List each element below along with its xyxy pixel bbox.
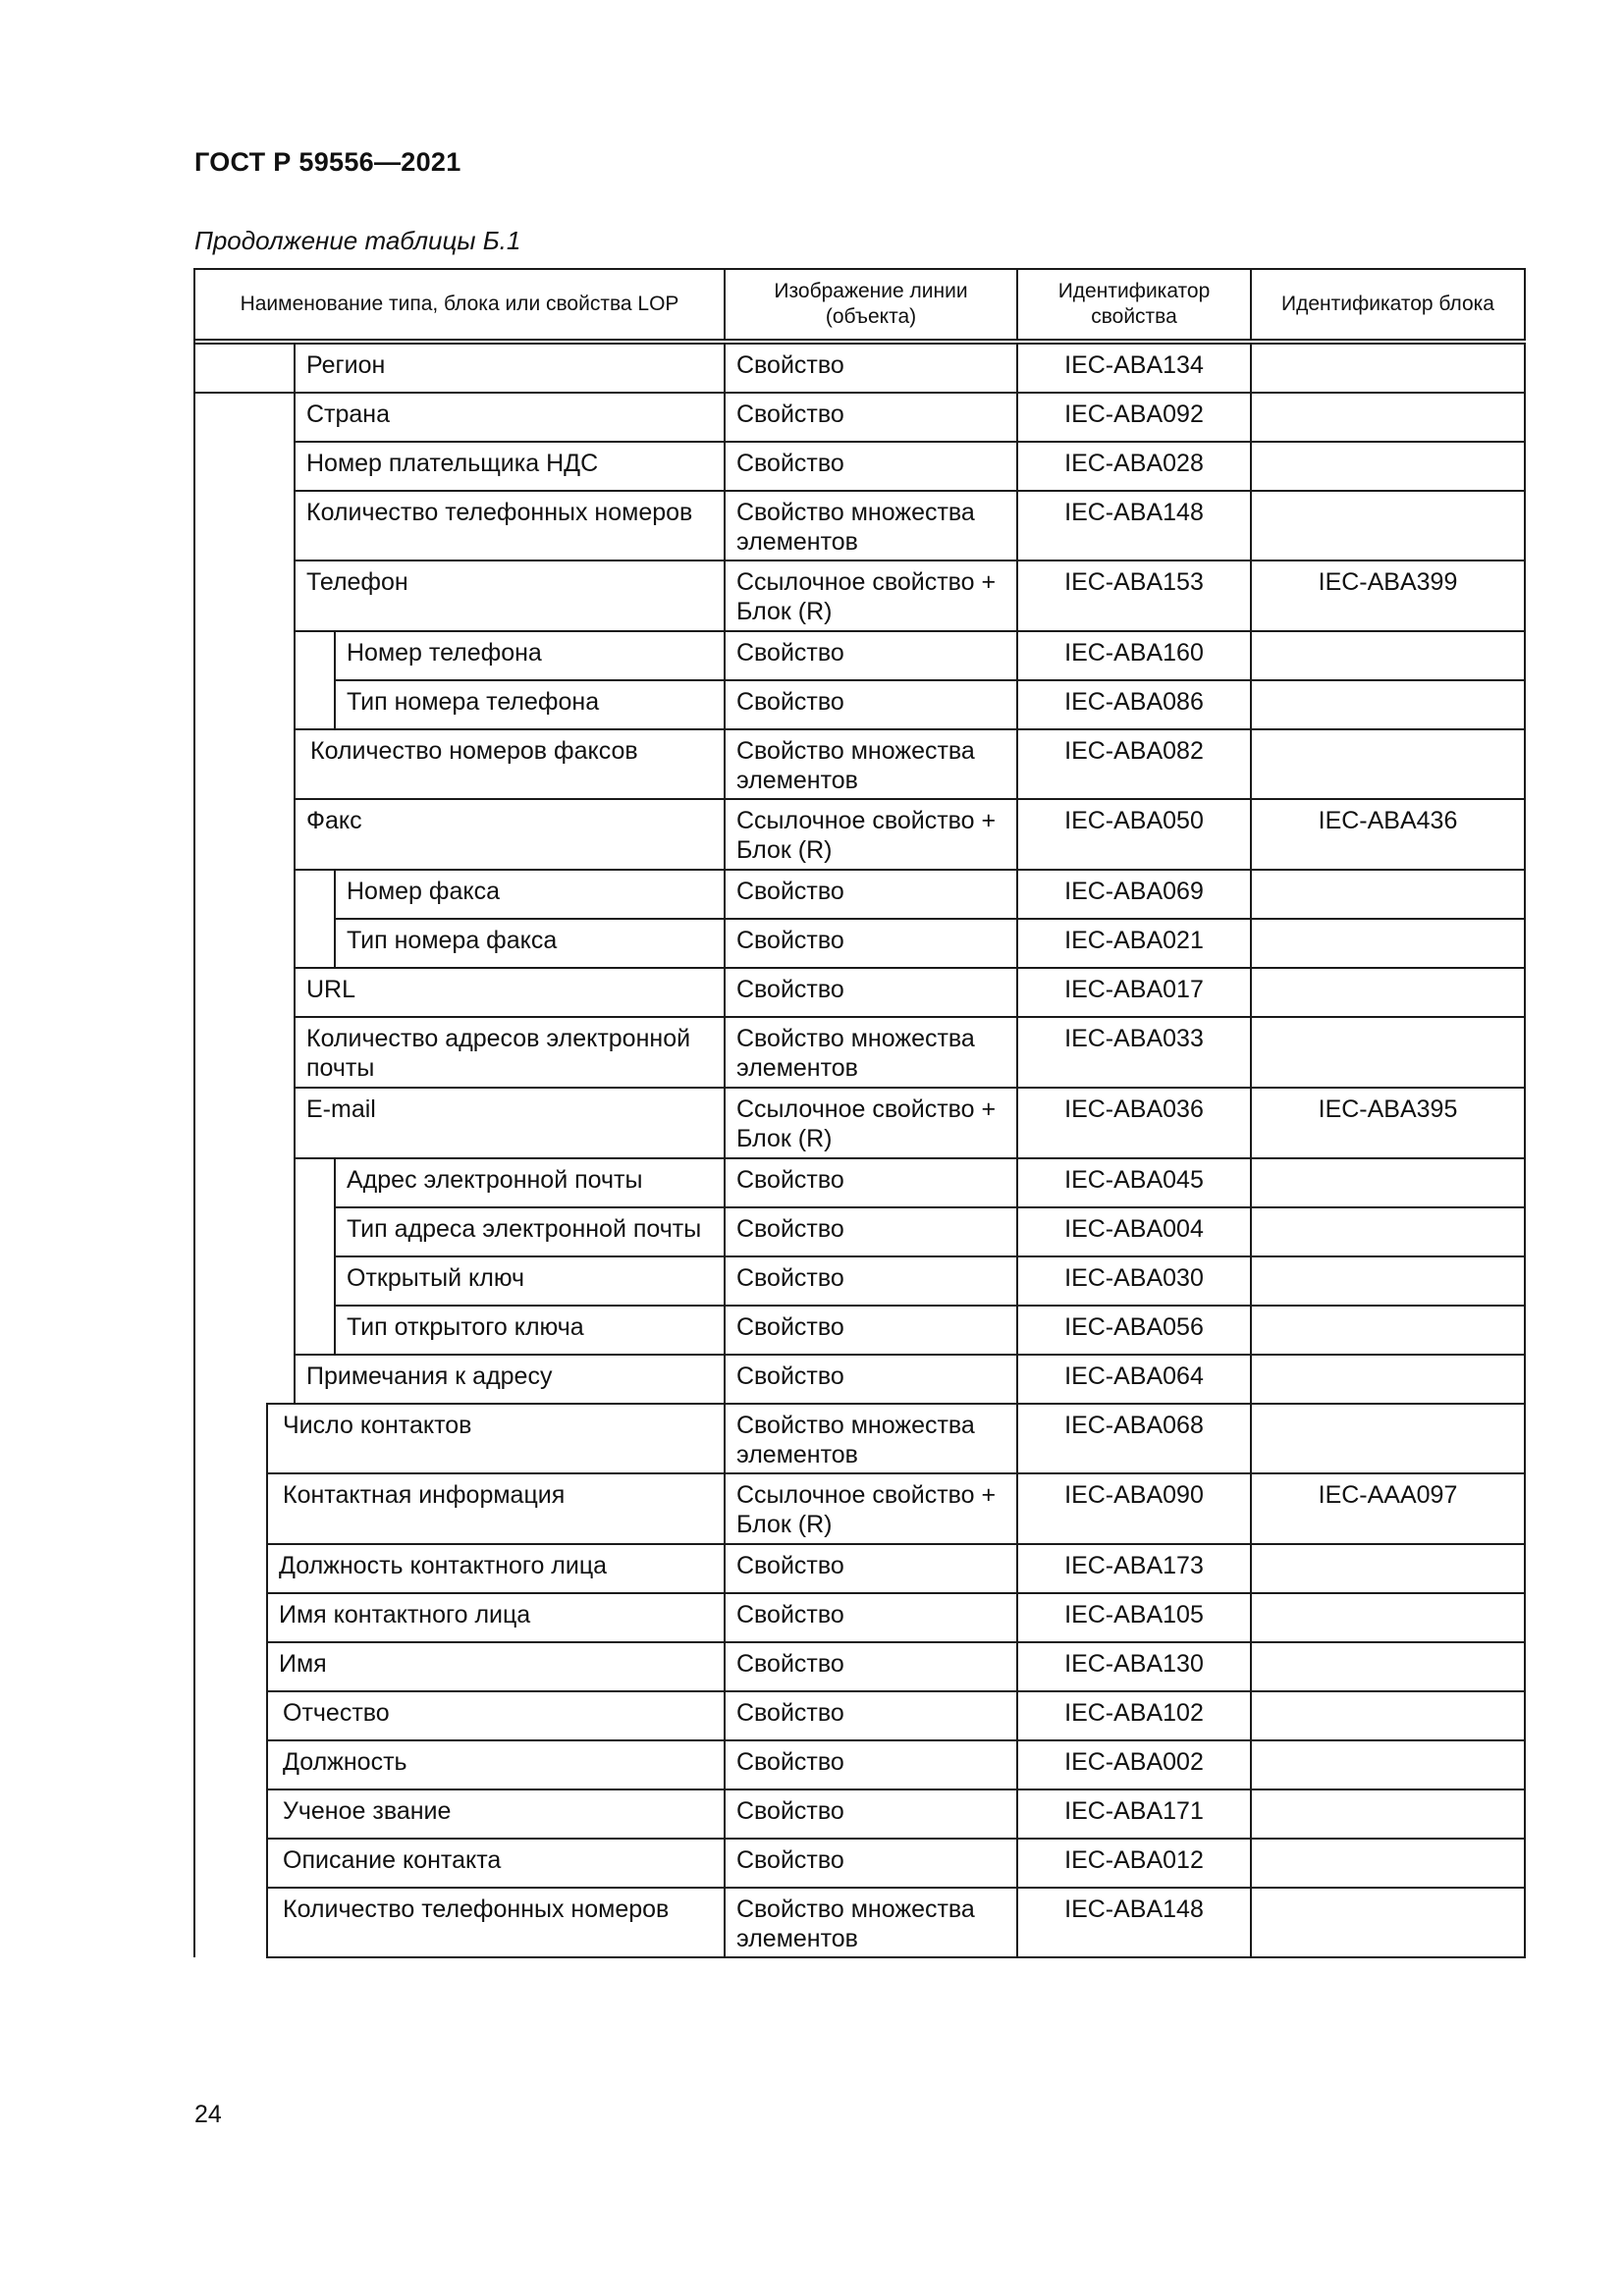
block-id-cell <box>1250 1016 1526 1089</box>
lop-name-cell: Регион <box>294 343 726 394</box>
line-image-cell: Свойство <box>724 1543 1018 1594</box>
property-id-cell: IEC-ABA090 <box>1016 1472 1252 1545</box>
lop-name-cell: Тип номера факса <box>334 918 726 969</box>
lop-name-cell: Факс <box>294 798 726 871</box>
property-id-cell: IEC-ABA012 <box>1016 1838 1252 1889</box>
line-image-cell: Свойство <box>724 1206 1018 1257</box>
line-image-cell: Свойство <box>724 1641 1018 1692</box>
fax-block-left-rule <box>334 870 336 968</box>
block-id-cell <box>1250 1543 1526 1594</box>
block-id-cell <box>1250 630 1526 681</box>
lop-name-cell: Должность <box>266 1739 726 1790</box>
lop-name-cell: Количество адресов электронной почты <box>294 1016 726 1089</box>
lop-name-cell: Тип номера телефона <box>334 679 726 730</box>
property-id-cell: IEC-ABA102 <box>1016 1690 1252 1741</box>
lop-name-cell: Адрес электронной почты <box>334 1157 726 1208</box>
lop-name-cell: Количество телефонных номеров <box>294 490 726 561</box>
email-block-left-rule <box>334 1158 336 1355</box>
line-image-cell: Свойство <box>724 343 1018 394</box>
lop-name-cell: Тип открытого ключа <box>334 1305 726 1356</box>
block-id-cell <box>1250 1739 1526 1790</box>
document-code: ГОСТ Р 59556—2021 <box>194 147 461 177</box>
block-id-cell <box>1250 1403 1526 1474</box>
line-image-cell: Ссылочное свойство + Блок (R) <box>724 798 1018 871</box>
property-id-cell: IEC-ABA021 <box>1016 918 1252 969</box>
lop-name-cell: Количество телефонных номеров <box>266 1887 726 1958</box>
block-id-cell <box>1250 918 1526 969</box>
block-id-cell <box>1250 1838 1526 1889</box>
lop-name-cell: Примечания к адресу <box>294 1354 726 1405</box>
contact-block-left-rule <box>266 1404 268 1544</box>
line-image-cell: Свойство <box>724 679 1018 730</box>
property-id-cell: IEC-ABA153 <box>1016 560 1252 632</box>
lop-name-cell: URL <box>294 967 726 1018</box>
line-image-cell: Свойство <box>724 1354 1018 1405</box>
property-id-cell: IEC-ABA086 <box>1016 679 1252 730</box>
header-block-id-column: Идентификатор блока <box>1250 268 1526 341</box>
block-id-cell <box>1250 490 1526 561</box>
table-caption: Продолжение таблицы Б.1 <box>194 226 521 255</box>
property-id-cell: IEC-ABA105 <box>1016 1592 1252 1643</box>
line-image-cell: Свойство <box>724 1305 1018 1356</box>
block-id-cell <box>1250 1206 1526 1257</box>
block-id-cell <box>1250 392 1526 443</box>
line-image-cell: Свойство <box>724 918 1018 969</box>
lop-name-cell: E-mail <box>294 1087 726 1159</box>
address-block-left-rule <box>294 344 296 1404</box>
header-image-column: Изображение линии (объекта) <box>724 268 1018 341</box>
line-image-cell: Ссылочное свойство + Блок (R) <box>724 560 1018 632</box>
line-image-cell: Свойство <box>724 1838 1018 1889</box>
line-image-cell: Свойство <box>724 967 1018 1018</box>
block-id-cell <box>1250 343 1526 394</box>
line-image-cell: Свойство <box>724 1255 1018 1307</box>
header-property-id-column: Идентификатор свойства <box>1016 268 1252 341</box>
block-id-cell <box>1250 1305 1526 1356</box>
block-id-cell <box>1250 441 1526 492</box>
line-image-cell: Свойство <box>724 1739 1018 1790</box>
property-id-cell: IEC-ABA148 <box>1016 1887 1252 1958</box>
lop-name-cell: Должность контактного лица <box>266 1543 726 1594</box>
line-image-cell: Ссылочное свойство + Блок (R) <box>724 1087 1018 1159</box>
property-id-cell: IEC-ABA002 <box>1016 1739 1252 1790</box>
property-id-cell: IEC-ABA045 <box>1016 1157 1252 1208</box>
line-image-cell: Ссылочное свойство + Блок (R) <box>724 1472 1018 1545</box>
lop-name-cell: Номер плательщика НДС <box>294 441 726 492</box>
block-id-cell <box>1250 1255 1526 1307</box>
line-image-cell: Свойство <box>724 441 1018 492</box>
line-image-cell: Свойство <box>724 1157 1018 1208</box>
property-id-cell: IEC-ABA082 <box>1016 728 1252 800</box>
lop-name-cell: Имя контактного лица <box>266 1592 726 1643</box>
lop-name-cell: Отчество <box>266 1690 726 1741</box>
property-id-cell: IEC-ABA050 <box>1016 798 1252 871</box>
block-id-cell <box>1250 1592 1526 1643</box>
property-id-cell: IEC-ABA017 <box>1016 967 1252 1018</box>
lop-name-cell: Телефон <box>294 560 726 632</box>
line-image-cell: Свойство <box>724 1592 1018 1643</box>
block-id-cell <box>1250 1690 1526 1741</box>
block-id-cell <box>1250 1354 1526 1405</box>
block-id-cell <box>1250 1641 1526 1692</box>
property-id-cell: IEC-ABA160 <box>1016 630 1252 681</box>
lop-name-cell: Ученое звание <box>266 1789 726 1840</box>
property-id-cell: IEC-ABA028 <box>1016 441 1252 492</box>
property-id-cell: IEC-ABA171 <box>1016 1789 1252 1840</box>
lop-name-cell: Тип адреса электронной почты <box>334 1206 726 1257</box>
header-top-rule <box>194 268 1525 270</box>
line-image-cell: Свойство <box>724 1789 1018 1840</box>
lop-name-cell: Страна <box>294 392 726 443</box>
block-id-cell: IEC-ABA399 <box>1250 560 1526 632</box>
block-id-cell <box>1250 967 1526 1018</box>
block-id-cell <box>1250 1157 1526 1208</box>
outer-left-rule <box>193 269 195 1957</box>
block-id-cell: IEC-AAA097 <box>1250 1472 1526 1545</box>
property-id-cell: IEC-ABA064 <box>1016 1354 1252 1405</box>
phone-block-left-rule <box>334 631 336 729</box>
block-id-cell: IEC-ABA436 <box>1250 798 1526 871</box>
lop-name-cell: Описание контакта <box>266 1838 726 1889</box>
line-image-cell: Свойство <box>724 392 1018 443</box>
lop-name-cell: Имя <box>266 1641 726 1692</box>
property-id-cell: IEC-ABA056 <box>1016 1305 1252 1356</box>
lop-name-cell: Число контактов <box>266 1403 726 1474</box>
property-id-cell: IEC-ABA130 <box>1016 1641 1252 1692</box>
line-image-cell: Свойство множества элементов <box>724 728 1018 800</box>
line-image-cell: Свойство множества элементов <box>724 490 1018 561</box>
line-image-cell: Свойство <box>724 630 1018 681</box>
line-image-cell: Свойство <box>724 1690 1018 1741</box>
property-id-cell: IEC-ABA033 <box>1016 1016 1252 1089</box>
first-row-bottom-rule <box>194 392 295 394</box>
property-id-cell: IEC-ABA134 <box>1016 343 1252 394</box>
property-id-cell: IEC-ABA030 <box>1016 1255 1252 1307</box>
line-image-cell: Свойство <box>724 869 1018 920</box>
property-id-cell: IEC-ABA004 <box>1016 1206 1252 1257</box>
lop-name-cell: Количество номеров факсов <box>294 728 726 800</box>
page-number: 24 <box>194 2101 222 2128</box>
lop-name-cell: Номер телефона <box>334 630 726 681</box>
line-image-cell: Свойство множества элементов <box>724 1016 1018 1089</box>
first-row-top-rule <box>194 343 725 345</box>
lop-name-cell: Номер факса <box>334 869 726 920</box>
property-id-cell: IEC-ABA069 <box>1016 869 1252 920</box>
property-id-cell: IEC-ABA068 <box>1016 1403 1252 1474</box>
property-id-cell: IEC-ABA092 <box>1016 392 1252 443</box>
property-id-cell: IEC-ABA148 <box>1016 490 1252 561</box>
line-image-cell: Свойство множества элементов <box>724 1403 1018 1474</box>
lop-name-cell: Открытый ключ <box>334 1255 726 1307</box>
block-id-cell: IEC-ABA395 <box>1250 1087 1526 1159</box>
block-id-cell <box>1250 869 1526 920</box>
lop-name-cell: Контактная информация <box>266 1472 726 1545</box>
property-id-cell: IEC-ABA173 <box>1016 1543 1252 1594</box>
block-id-cell <box>1250 1887 1526 1958</box>
header-name-column: Наименование типа, блока или свойства LOP <box>193 268 726 341</box>
property-id-cell: IEC-ABA036 <box>1016 1087 1252 1159</box>
line-image-cell: Свойство множества элементов <box>724 1887 1018 1958</box>
block-id-cell <box>1250 1789 1526 1840</box>
block-id-cell <box>1250 679 1526 730</box>
block-id-cell <box>1250 728 1526 800</box>
